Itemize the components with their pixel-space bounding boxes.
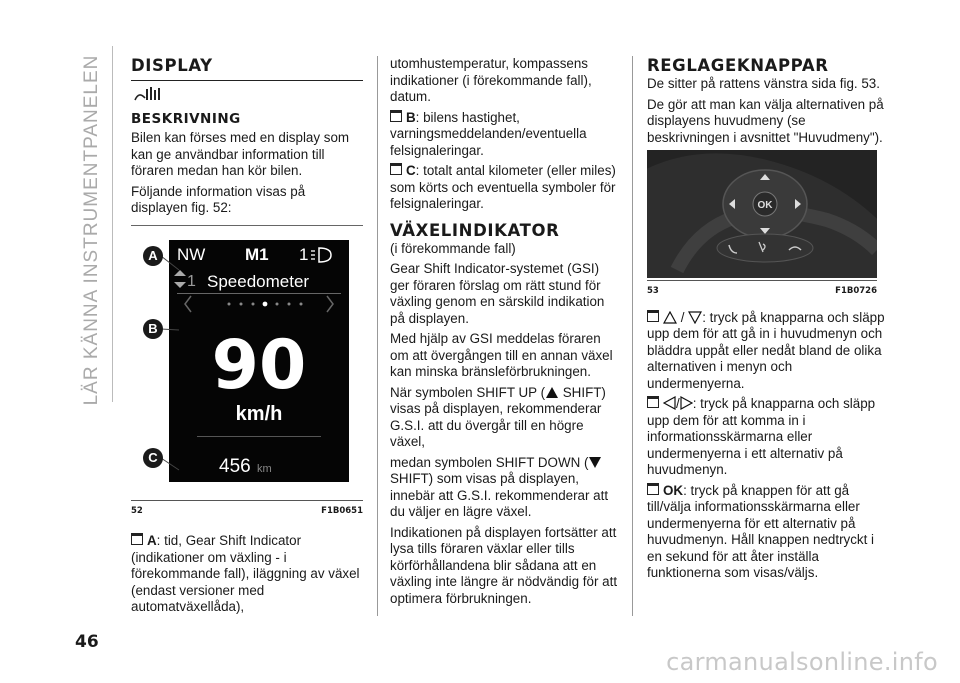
paragraph: utomhustemperatur, kompassens indikationer (i förekommande fall), datum.: [390, 56, 592, 104]
speed-value: 90: [211, 325, 307, 405]
paragraph: Följande information visas på displayen fig. 52:: [131, 183, 306, 215]
up-triangle-icon: [663, 311, 677, 324]
figure-52-display: [131, 226, 363, 498]
column-divider: [632, 56, 633, 616]
item-ok: OK: tryck på knappen för att gå till/välja informationsskärmarna eller undermenyerna för ett alternativ på huvudmenyn. Håll knappen nedtryckt i en sekund för att åter inställa funktionerna som visas/väljs.: [647, 482, 875, 580]
figure-53-steering-controls: [647, 150, 877, 278]
bullet-icon: [131, 533, 143, 545]
watermark: carmanualsonline.info: [666, 648, 938, 676]
paragraph: Bilen kan förses med en display som kan ge användbar information till föraren medan han kör bilen.: [131, 130, 350, 178]
item-left-right: / : tryck på knapparna och släpp upp dem för att komma in i informationsskärmarna eller undermenyerna i ett alternativ på huvudmenyn.: [647, 396, 876, 477]
down-triangle-icon: [688, 311, 702, 324]
bullet-icon: [647, 310, 659, 322]
compass-heading: NW: [177, 244, 206, 264]
paragraph-shift-down: medan symbolen SHIFT DOWN ( SHIFT) som visas på displayen, innebär att G.S.I. rekommenderar att du väljer en lägre växel.: [390, 454, 609, 519]
paragraph: Indikationen på displayen fortsätter att lysa tills föraren växlar eller tills körförhållandena blir sådana att en växling inte längre är nödvändig för att optimera förbrukningen.: [390, 524, 618, 606]
figure-caption: 52 F1B0651: [131, 500, 363, 520]
speedometer-label: Speedometer: [207, 271, 310, 291]
paragraph-shift-up: När symbolen SHIFT UP ( SHIFT) visas på displayen, rekommenderar G.S.I. att du övergår till en högre växel,: [390, 384, 606, 449]
left-triangle-icon: [663, 396, 676, 410]
ok-button: [753, 192, 777, 216]
column-divider: [377, 56, 378, 616]
item-a: A: tid, Gear Shift Indicator (indikationer om växling - i förekommande fall), iläggning av växel (endast versioner med automatväxellåda),: [131, 533, 360, 614]
bullet-icon: [647, 483, 659, 495]
side-section-title: LÄR KÄNNA INSTRUMENTPANELEN: [81, 54, 102, 406]
callout-a: A: [143, 246, 163, 266]
bullet-icon: [390, 163, 402, 175]
column-1: [131, 56, 363, 620]
page-number: 46: [75, 632, 99, 652]
paragraph: (i förekommande fall): [390, 240, 516, 256]
gear-small: 1: [187, 272, 196, 290]
right-triangle-icon: [680, 396, 693, 410]
gear-indicator: 1: [299, 244, 309, 264]
paragraph: De gör att man kan välja alternativen på displayens huvudmeny (se beskrivningen i avsnittet "Huvudmeny").: [647, 96, 884, 145]
speed-unit: km/h: [235, 402, 283, 425]
paragraph: Gear Shift Indicator-systemet (GSI) ger föraren förslag om rätt stund för växling genom en särskild indikation på displayen.: [390, 261, 605, 326]
column-2: [390, 56, 618, 611]
odometer-unit: km: [257, 462, 272, 475]
odometer-value: 456: [219, 455, 251, 477]
figure-caption: 53 F1B0726: [647, 280, 877, 300]
svg-text:OK: OK: [757, 200, 773, 211]
shift-up-icon: [545, 386, 559, 399]
item-b: B: bilens hastighet, varningsmeddelanden/eventuella felsignaleringar.: [390, 109, 587, 158]
side-divider: [112, 46, 113, 402]
paragraph: Med hjälp av GSI meddelas föraren om att övergången till en annan växel kan minska bränsleförbrukningen.: [390, 331, 613, 379]
mode-indicator: M1: [245, 244, 269, 264]
bullet-icon: [647, 396, 659, 408]
callout-c: C: [143, 448, 163, 468]
section-heading-vaxelindikator: VÄXELINDIKATOR: [390, 220, 560, 240]
shift-down-icon: [588, 456, 602, 469]
item-up-down: / : tryck på knapparna och släpp upp dem för att gå in i huvudmenyn och bläddra uppåt eller nedåt bland de olika alternativen i menyn och undermenyerna.: [647, 309, 885, 391]
display-section-icon: [133, 85, 363, 105]
section-heading-reglageknappar: REGLAGEKNAPPAR: [647, 56, 829, 75]
column-3: [647, 56, 887, 586]
bullet-icon: [390, 110, 402, 122]
subheading-beskrivning: BESKRIVNING: [131, 111, 241, 127]
paragraph: De sitter på rattens vänstra sida fig. 53.: [647, 76, 880, 91]
callout-b: B: [143, 319, 163, 339]
item-c: C: totalt antal kilometer (eller miles) som körts och eventuella symboler för felsignaleringar.: [390, 163, 616, 211]
section-heading-display: DISPLAY: [131, 56, 363, 81]
